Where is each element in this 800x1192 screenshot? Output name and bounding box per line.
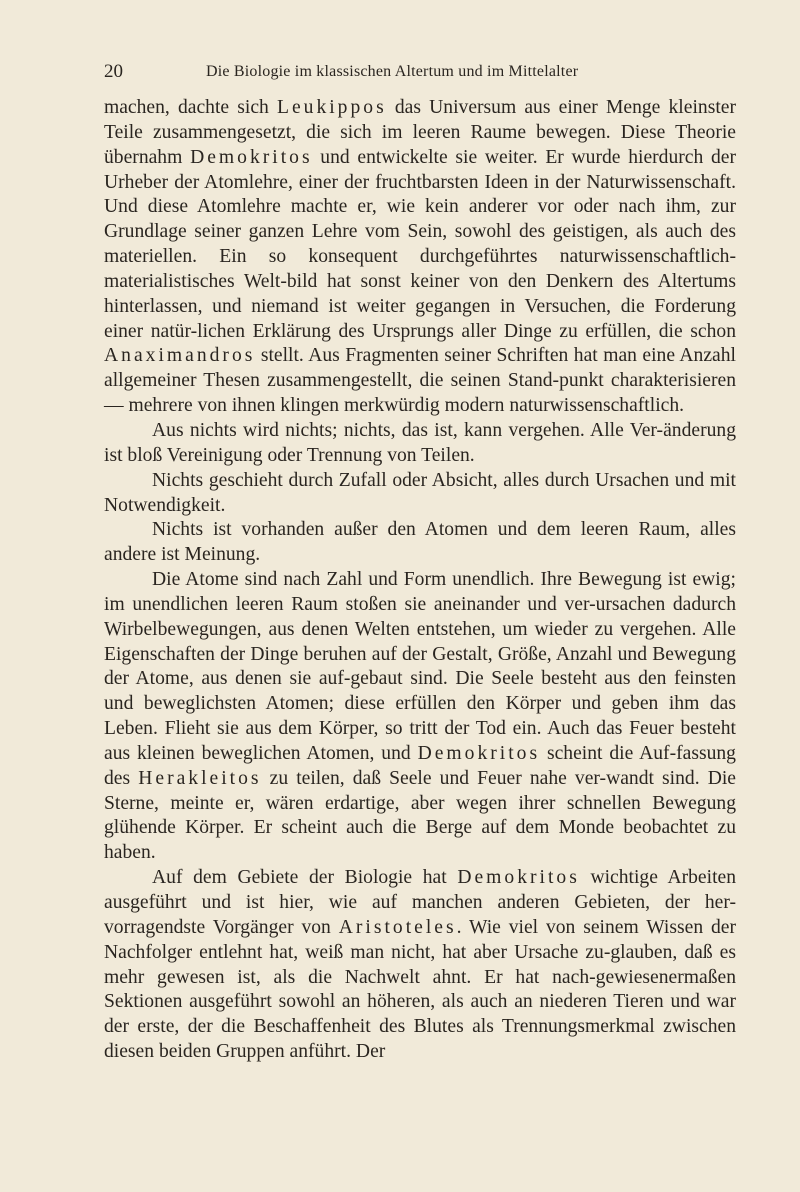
person-name: Leukippos [276,97,387,118]
text-run: das Universum aus einer Menge kleinster Teile zusammengesetzt, die sich im leeren Raume bewegen. Diese Theorie übernahm [104,97,736,168]
person-name: Herakleitos [138,767,262,789]
text-run: Die Atome sind nach Zahl und Form unendlich. Ihre Bewegung ist ewig; im unendlichen leeren Raum stoßen sie aneinander und ver-ursachen dadurch Wirbelbewegungen, aus denen Welten entstehen, um wieder zu vergehen. Alle Eigenschaften der Dinge beruhen auf der Gestalt, Größe, Anzahl und Bewegung der Atome, aus denen sie auf-gebaut sind. Die Seele besteht aus den feinsten und beweglichsten Atomen; diese erfüllen den Körper und geben ihm das Leben. Flieht sie aus dem Körper, so tritt der Tod ein. Auch das Feuer besteht aus kleinen beweglichen Atomen, und [104,569,736,764]
paragraph-6 [104,866,736,1065]
body-text [104,96,736,1065]
paragraph-2: Aus nichts wird nichts; nichts, das ist, kann vergehen. Alle Ver-änderung ist bloß Vereinigung oder Trennung von Teilen. [104,419,736,466]
page-number: 20 [104,61,123,82]
text-run: stellt. Aus Fragmenten seiner Schriften hat man eine Anzahl allgemeiner Thesen zusammengestellt, die seinen Stand-punkt charakterisieren — mehrere von ihnen klingen merkwürdig modern naturwissenschaftlich. [104,345,736,417]
paragraph-1 [104,96,736,419]
text-run: Auf dem Gebiete der Biologie hat [152,867,458,889]
text-run: und entwickelte sie weiter. Er wurde hierdurch der Urheber der Atomlehre, einer der fruchtbarsten Ideen in der Naturwissenschaft. Und diese Atomlehre machte er, wie kein anderer vor oder nach ihm, zur Grundlage seiner ganzen Lehre vom Sein, sowohl des geistigen, als auch des materiellen. Ein so konsequent durchgeführtes naturwissenschaftlich-materialistisches Welt-bild hat sonst keiner von den Denkern des Altertums hinterlassen, und niemand ist weiter gegangen in Versuchen, die Forderung einer natür-lichen Erklärung des Ursprungs aller Dinge zu erfüllen, die schon [104,146,736,342]
text-run: machen, dachte sich [104,97,277,118]
page-header [104,58,736,86]
running-title: Die Biologie im klassischen Altertum und im Mittelalter [206,63,579,80]
paragraph-5 [104,568,736,866]
text-run: zu teilen, daß Seele und Feuer nahe ver-wandt sind. Die Sterne, meinte er, wären erdartige, aber wegen ihrer schnellen Bewegung glühende Körper. Er scheint auch die Berge auf dem Monde beobachtet zu haben. [104,767,736,864]
text-run: . Wie viel von seinem Wissen der Nachfolger entlehnt hat, weiß man nicht, hat aber Ursache zu-glauben, daß es mehr gewesen ist, als die Nachwelt ahnt. Er hat nach-gewiesenermaßen Sektionen ausgeführt sowohl an höheren, als auch an niederen Tieren und war der erste, der die Beschaffenheit des Blutes als Trennungsmerkmal zwischen diesen beiden Gruppen anführt. Der [104,916,736,1063]
text-run: wichtige Arbeiten ausgeführt und ist hier, wie auf manchen anderen Gebieten, der her-vorragendste Vorgänger von [104,867,737,938]
person-name: Aristoteles [338,916,457,938]
person-name: Demokritos [190,146,313,168]
person-name: Demokritos [457,867,580,889]
person-name: Demokritos [417,742,541,764]
paragraph-3: Nichts geschieht durch Zufall oder Absicht, alles durch Ursachen und mit Notwendigkeit. [104,469,736,516]
paragraph-4: Nichts ist vorhanden außer den Atomen und dem leeren Raum, alles andere ist Meinung. [104,519,736,566]
text-run: scheint die Auf-fassung des [104,742,736,789]
person-name: Anaximandros [104,345,256,367]
